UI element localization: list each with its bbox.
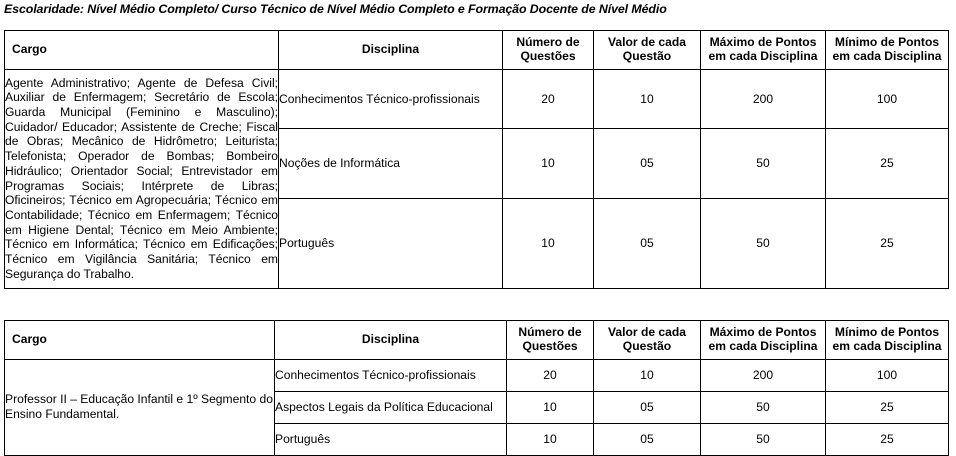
header-numero-questoes <box>507 321 594 360</box>
header-numero-questoes-line1: Número de <box>516 35 580 49</box>
cell-numero-questoes: 20 <box>503 69 594 128</box>
header-valor-questao <box>594 31 701 70</box>
cell-numero-questoes: 10 <box>507 391 594 423</box>
header-valor-questao-line2: Questão <box>622 49 672 64</box>
cell-minimo-pontos: 25 <box>826 423 949 455</box>
header-numero-questoes-line2: Questões <box>520 49 576 64</box>
header-minimo-pontos-line2: em cada Disciplina <box>832 339 942 354</box>
header-maximo-pontos-line1: Máximo de Pontos <box>709 325 817 339</box>
cell-maximo-pontos: 50 <box>701 198 826 288</box>
header-valor-questao-line1: Valor de cada <box>608 325 686 339</box>
header-maximo-pontos-line2: em cada Disciplina <box>708 339 818 354</box>
cell-valor-questao: 05 <box>594 423 701 455</box>
table-row <box>5 359 949 391</box>
table-row <box>5 69 949 128</box>
cell-numero-questoes: 10 <box>507 423 594 455</box>
table-nivel-medio <box>4 30 949 289</box>
header-maximo-pontos-line2: em cada Disciplina <box>708 49 818 64</box>
cell-maximo-pontos: 50 <box>701 391 826 423</box>
cell-disciplina: Conhecimentos Técnico-profissionais <box>275 359 507 391</box>
cell-disciplina: Português <box>275 423 507 455</box>
cell-maximo-pontos: 50 <box>701 423 826 455</box>
header-maximo-pontos <box>701 321 826 360</box>
header-disciplina: Disciplina <box>279 31 503 70</box>
header-numero-questoes <box>503 31 594 70</box>
cell-valor-questao: 05 <box>594 128 701 198</box>
cell-disciplina: Aspectos Legais da Política Educacional <box>275 391 507 423</box>
header-valor-questao-line1: Valor de cada <box>608 35 686 49</box>
cell-minimo-pontos: 25 <box>826 198 949 288</box>
header-minimo-pontos-line1: Mínimo de Pontos <box>834 325 940 339</box>
cell-disciplina: Conhecimentos Técnico-profissionais <box>279 69 503 128</box>
header-minimo-pontos-line2: em cada Disciplina <box>832 49 942 64</box>
header-cargo: Cargo <box>5 31 279 70</box>
cell-cargo: Professor II – Educação Infantil e 1º Segmento do Ensino Fundamental. <box>5 359 275 455</box>
header-minimo-pontos-line1: Mínimo de Pontos <box>834 35 940 49</box>
cell-maximo-pontos: 200 <box>701 69 826 128</box>
cell-minimo-pontos: 100 <box>826 69 949 128</box>
header-disciplina: Disciplina <box>275 321 507 360</box>
cell-valor-questao: 10 <box>594 359 701 391</box>
cell-minimo-pontos: 100 <box>826 359 949 391</box>
page-title: Escolaridade: Nível Médio Completo/ Curso Técnico de Nível Médio Completo e Formação Docente de Nível Médio <box>4 2 667 16</box>
cell-valor-questao: 05 <box>594 198 701 288</box>
cell-disciplina: Noções de Informática <box>279 128 503 198</box>
cell-numero-questoes: 10 <box>503 198 594 288</box>
cell-maximo-pontos: 50 <box>701 128 826 198</box>
cell-valor-questao: 10 <box>594 69 701 128</box>
table-header-row <box>5 321 949 360</box>
table-header-row <box>5 31 949 70</box>
cell-minimo-pontos: 25 <box>826 128 949 198</box>
table-professor-ii <box>4 320 949 456</box>
header-valor-questao-line2: Questão <box>622 339 672 354</box>
header-valor-questao <box>594 321 701 360</box>
header-minimo-pontos <box>826 321 949 360</box>
header-maximo-pontos <box>701 31 826 70</box>
header-cargo: Cargo <box>5 321 275 360</box>
cell-cargo: Agente Administrativo; Agente de Defesa Civil; Auxiliar de Enfermagem; Secretário de Escola; Guarda Municipal (Feminino e Masculino); Cuidador/ Educador; Assistente de Creche; Fiscal de Obras; Mecânico de Hidrômetro; Leiturista; Telefonista; Operador de Bombas; Bombeiro Hidráulico; Orientador Social; Entrevistador em Programas Sociais; Intérprete de Libras; Oficineiros; Técnico em Agropecuária; Técnico em Contabilidade; Técnico em Enfermagem; Técnico em Higiene Dental; Técnico em Meio Ambiente; Técnico em Informática; Técnico em Edificações; Técnico em Vigilância Sanitária; Técnico em Segurança do Trabalho. <box>5 69 279 288</box>
cell-numero-questoes: 20 <box>507 359 594 391</box>
header-maximo-pontos-line1: Máximo de Pontos <box>709 35 817 49</box>
cell-disciplina: Português <box>279 198 503 288</box>
cell-numero-questoes: 10 <box>503 128 594 198</box>
header-numero-questoes-line2: Questões <box>522 339 578 354</box>
header-minimo-pontos <box>826 31 949 70</box>
cell-valor-questao: 05 <box>594 391 701 423</box>
cell-minimo-pontos: 25 <box>826 391 949 423</box>
header-numero-questoes-line1: Número de <box>518 325 582 339</box>
cell-maximo-pontos: 200 <box>701 359 826 391</box>
